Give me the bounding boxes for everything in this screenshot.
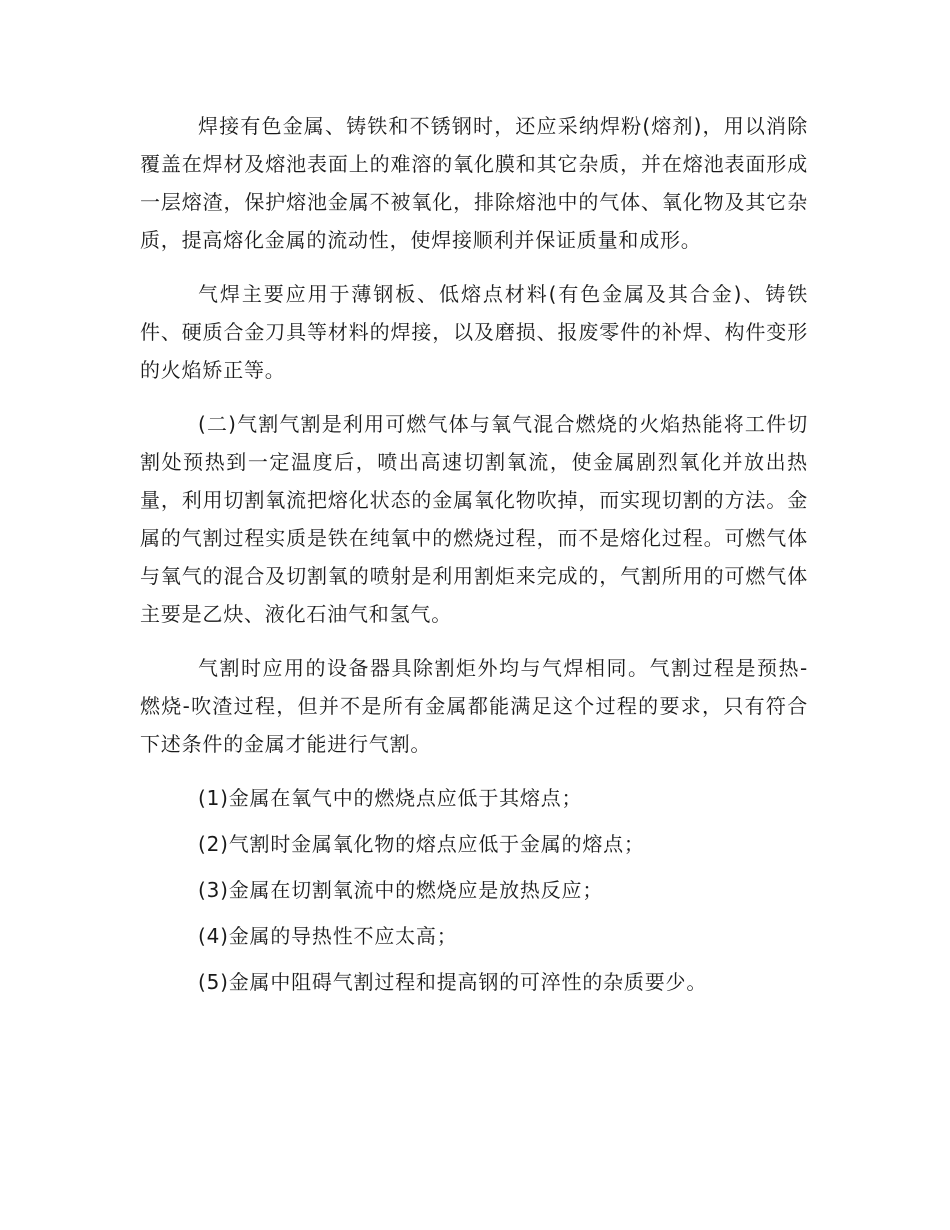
- paragraph-gas-welding-applications: 气焊主要应用于薄钢板、低熔点材料(有色金属及其合金)、铸铁件、硬质合金刀具等材料的焊接，以及磨损、报废零件的补焊、构件变形的火焰矫正等。: [140, 282, 808, 382]
- list-item: (2)气割时金属氧化物的熔点应低于金属的熔点；: [198, 832, 645, 856]
- paragraph-gas-cutting: (二)气割气割是利用可燃气体与氧气混合燃烧的火焰热能将工件切割处预热到一定温度后，喷出高速切割氧流，使金属剧烈氧化并放出热量，利用切割氧流把熔化状态的金属氧化物吹掉，而实现切割的方法。金属的气割过程实质是铁在纯氧中的燃烧过程，而不是熔化过程。可燃气体与氧气的混合及切割氧的喷射是利用割炬来完成的，气割所用的可燃气体主要是乙炔、液化石油气和氢气。: [140, 412, 808, 626]
- document-body: [140, 107, 808, 1009]
- list-item: (3)金属在切割氧流中的燃烧应是放热反应；: [198, 878, 604, 902]
- list-item: (4)金属的导热性不应太高；: [198, 924, 458, 948]
- paragraph-flux: 焊接有色金属、铸铁和不锈钢时，还应采纳焊粉(熔剂)，用以消除覆盖在焊材及熔池表面上的难溶的氧化膜和其它杂质，并在熔池表面形成一层熔渣，保护熔池金属不被氧化，排除熔池中的气体、氧化物及其它杂质，提高熔化金属的流动性，使焊接顺利并保证质量和成形。: [140, 114, 808, 252]
- paragraph-cutting-equipment: 气割时应用的设备器具除割炬外均与气焊相同。气割过程是预热-燃烧-吹渣过程，但并不是所有金属都能满足这个过程的要求，只有符合下述条件的金属才能进行气割。: [140, 656, 808, 756]
- list-item: (5)金属中阻碍气割过程和提高钢的可淬性的杂质要少。: [198, 970, 708, 994]
- list-item: (1)金属在氧气中的燃烧点应低于其熔点；: [198, 786, 583, 810]
